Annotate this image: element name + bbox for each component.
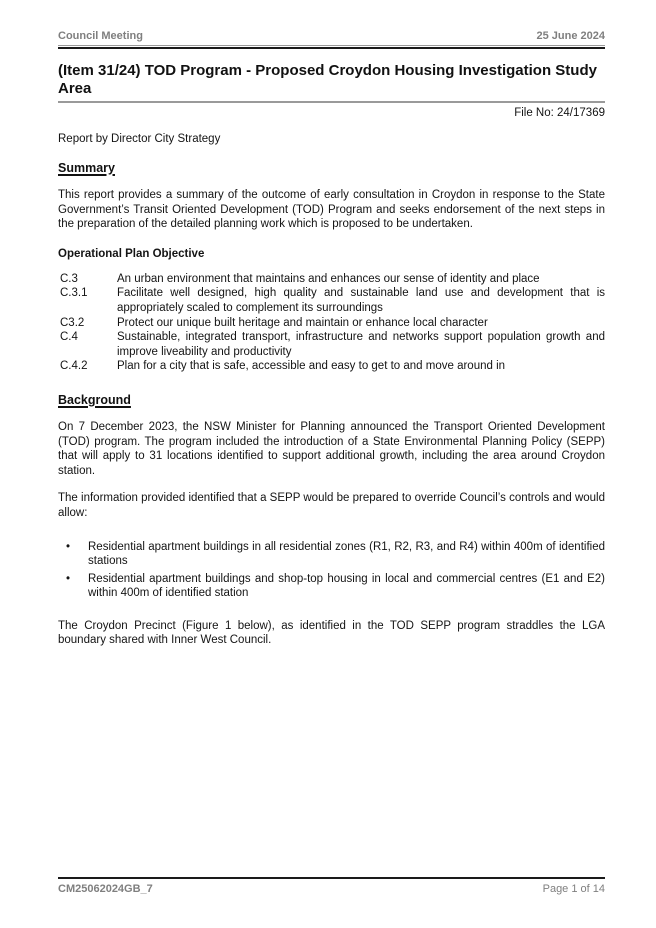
objective-text: Sustainable, integrated transport, infrastructure and networks support population growth and improve liveability and productivity: [117, 331, 605, 358]
objective-text: An urban environment that maintains and enhances our sense of identity and place: [117, 272, 540, 285]
background-paragraph-3: The Croydon Precinct (Figure 1 below), as identified in the TOD SEPP program straddles the LGA boundary shared with Inner West Council.: [58, 619, 605, 647]
background-paragraph-1: On 7 December 2023, the NSW Minister for Planning announced the Transport Oriented Development (TOD) program. The program included the introduction of a State Environmental Planning Policy (SEPP) that will apply to 31 locations identified to support additional growth, including the area around Croydon station.: [58, 420, 605, 477]
header-date-label: 25 June 2024: [536, 30, 605, 42]
report-author: Report by Director City Strategy: [58, 133, 221, 145]
objective-text: Protect our unique built heritage and maintain or enhance local character: [117, 316, 488, 329]
background-heading: Background: [58, 392, 131, 407]
background-bullet-list: [58, 540, 605, 601]
footer-page-number: Page 1 of 14: [542, 883, 605, 895]
objective-text: Facilitate well designed, high quality and sustainable land use and development that is appropriately scaled to complement its surroundings: [117, 287, 605, 314]
objective-item: [58, 286, 605, 315]
summary-heading: Summary: [58, 161, 115, 175]
objective-item: [58, 330, 605, 359]
title-rule: [58, 101, 605, 103]
objective-item: [58, 359, 605, 374]
objective-item: [58, 272, 605, 287]
page-title: (Item 31/24) TOD Program - Proposed Croydon Housing Investigation Study Area: [58, 62, 597, 97]
page-header: [58, 30, 605, 46]
objectives-list: [58, 272, 605, 374]
objective-code: C3.2: [60, 316, 85, 329]
header-rule: [58, 47, 605, 49]
background-paragraph-2: The information provided identified that a SEPP would be prepared to override Council’s controls and would allow:: [58, 492, 605, 519]
page-footer: [58, 877, 605, 895]
objective-item: [58, 316, 605, 331]
file-number: File No: 24/17369: [514, 107, 605, 119]
objective-code: C.4.2: [60, 360, 88, 373]
bullet-item: • Residential apartment buildings and shop-top housing in local and commercial centres (E1 and E2) within 400m of identified station: [58, 572, 605, 601]
operational-plan-heading: Operational Plan Objective: [58, 247, 205, 260]
objective-text: Plan for a city that is safe, accessible and easy to get to and move around in: [117, 360, 506, 373]
objective-code: C.3.1: [60, 287, 88, 300]
objective-code: C.3: [60, 272, 78, 285]
footer-document-code: CM25062024GB_7: [58, 883, 153, 895]
header-meeting-label: Council Meeting: [58, 30, 143, 42]
bullet-item: • Residential apartment buildings in all residential zones (R1, R2, R3, and R4) within 400m of identified stations: [58, 540, 605, 569]
objective-code: C.4: [60, 331, 78, 344]
summary-paragraph: This report provides a summary of the outcome of early consultation in Croydon in response to the State Government’s Transit Oriented Development (TOD) Program and seeks endorsement of the next steps in the preparation of the detailed planning work which is proposed to be undertaken.: [58, 189, 605, 231]
